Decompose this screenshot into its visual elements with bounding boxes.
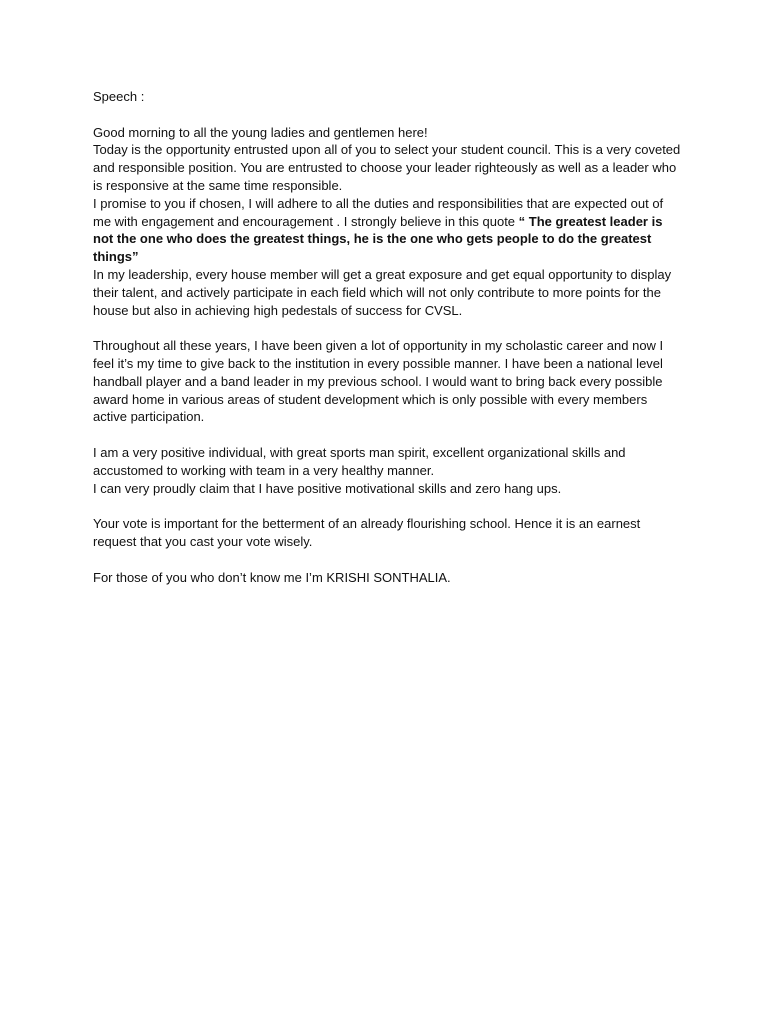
paragraph-gap	[93, 106, 683, 124]
leadership-quote: “ The greatest leader is not the one who does the greatest things, he is the one who gets people to do the greatest things”	[93, 213, 663, 265]
intro-text: Today is the opportunity entrusted upon all of you to select your student council. This is a very coveted and responsible position. You are entrusted to choose your leader righteously as well as a leader who is responsive at the same time responsible.	[93, 142, 681, 193]
speech-body	[93, 88, 683, 586]
closing-line: For those of you who don’t know me I’m KRISHI SONTHALIA.	[93, 569, 451, 585]
promise-text: I promise to you if chosen, I will adhere to all the duties and responsibilities that are expected out of me with engagement and encouragement . I strongly believe in this quote	[93, 195, 664, 229]
paragraph-gap	[93, 551, 683, 569]
paragraph-gap	[93, 319, 683, 337]
vote-request-paragraph: Your vote is important for the betterment of an already flourishing school. Hence it is an earnest request that you cast your vote wisely.	[93, 516, 641, 549]
greeting-line: Good morning to all the young ladies and gentlemen here!	[93, 124, 428, 140]
speech-heading: Speech :	[93, 89, 145, 104]
qualities-text: I am a very positive individual, with great sports man spirit, excellent organizational skills and accustomed to working with team in a very healthy manner.	[93, 444, 626, 478]
experience-paragraph: Throughout all these years, I have been given a lot of opportunity in my scholastic career and now I feel it’s my time to give back to the institution in every possible manner. I have been a national level handball player and a band leader in my previous school. I would want to bring back every possible award home in various areas of student development which is only possible with every members active participation.	[93, 338, 664, 425]
skills-claim-text: I can very proudly claim that I have positive motivational skills and zero hang ups.	[93, 480, 562, 496]
paragraph-gap	[93, 497, 683, 515]
paragraph-gap	[93, 426, 683, 444]
leadership-text: In my leadership, every house member will get a great exposure and get equal opportunity to display their talent, and actively participate in each field which will not only contribute to more points for the house but also in achieving high pedestals of success for CVSL.	[93, 266, 672, 318]
promise-paragraph	[93, 195, 683, 266]
